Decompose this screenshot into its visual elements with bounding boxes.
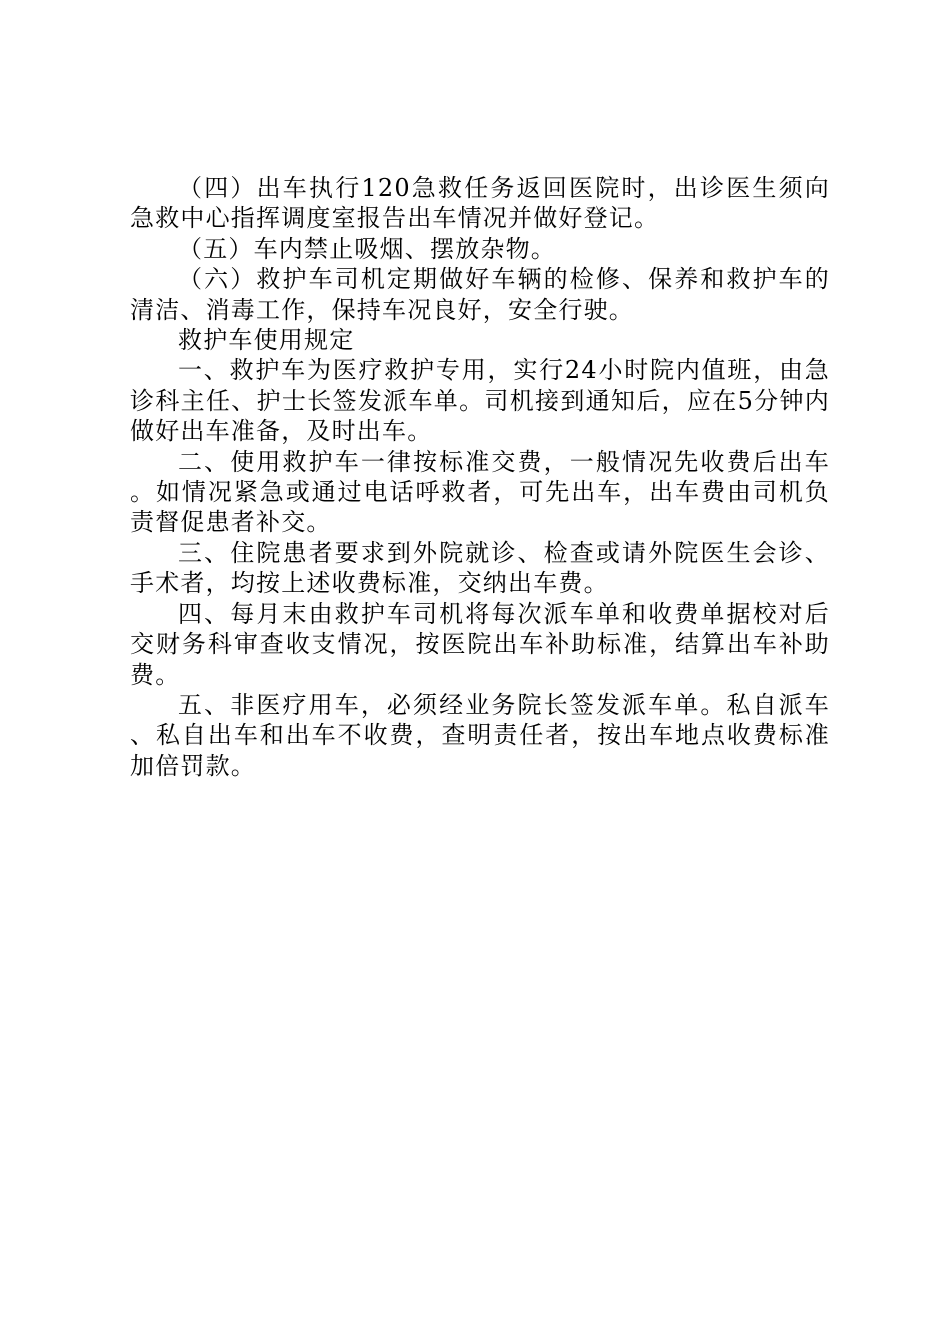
rule-item-3: 三、住院患者要求到外院就诊、检查或请外院医生会诊、手术者，均按上述收费标准，交纳出车费。 [130,538,830,598]
document-body [130,173,830,781]
section-heading: 救护车使用规定 [178,326,355,355]
paragraph-item-6: （六）救护车司机定期做好车辆的检修、保养和救护车的清洁、消毒工作，保持车况良好，安全行驶。 [130,265,830,324]
paragraph-item-4: （四）出车执行120急救任务返回医院时，出诊医生须向急救中心指挥调度室报告出车情况并做好登记。 [130,174,830,233]
rule-item-1: 一、救护车为医疗救护专用，实行24小时院内值班，由急诊科主任、护士长签发派车单。司机接到通知后，应在5分钟内做好出车准备，及时出车。 [130,356,830,446]
rule-item-4: 四、每月末由救护车司机将每次派车单和收费单据校对后交财务科审查收支情况，按医院出车补助标准，结算出车补助费。 [130,599,830,689]
rule-item-2: 二、使用救护车一律按标准交费，一般情况先收费后出车。如情况紧急或通过电话呼救者，可先出车，出车费由司机负责督促患者补交。 [130,447,830,537]
paragraph-item-5: （五）车内禁止吸烟、摆放杂物。 [178,234,556,263]
rule-item-5: 五、非医疗用车，必须经业务院长签发派车单。私自派车、私自出车和出车不收费，查明责任者，按出车地点收费标准加倍罚款。 [130,690,830,780]
